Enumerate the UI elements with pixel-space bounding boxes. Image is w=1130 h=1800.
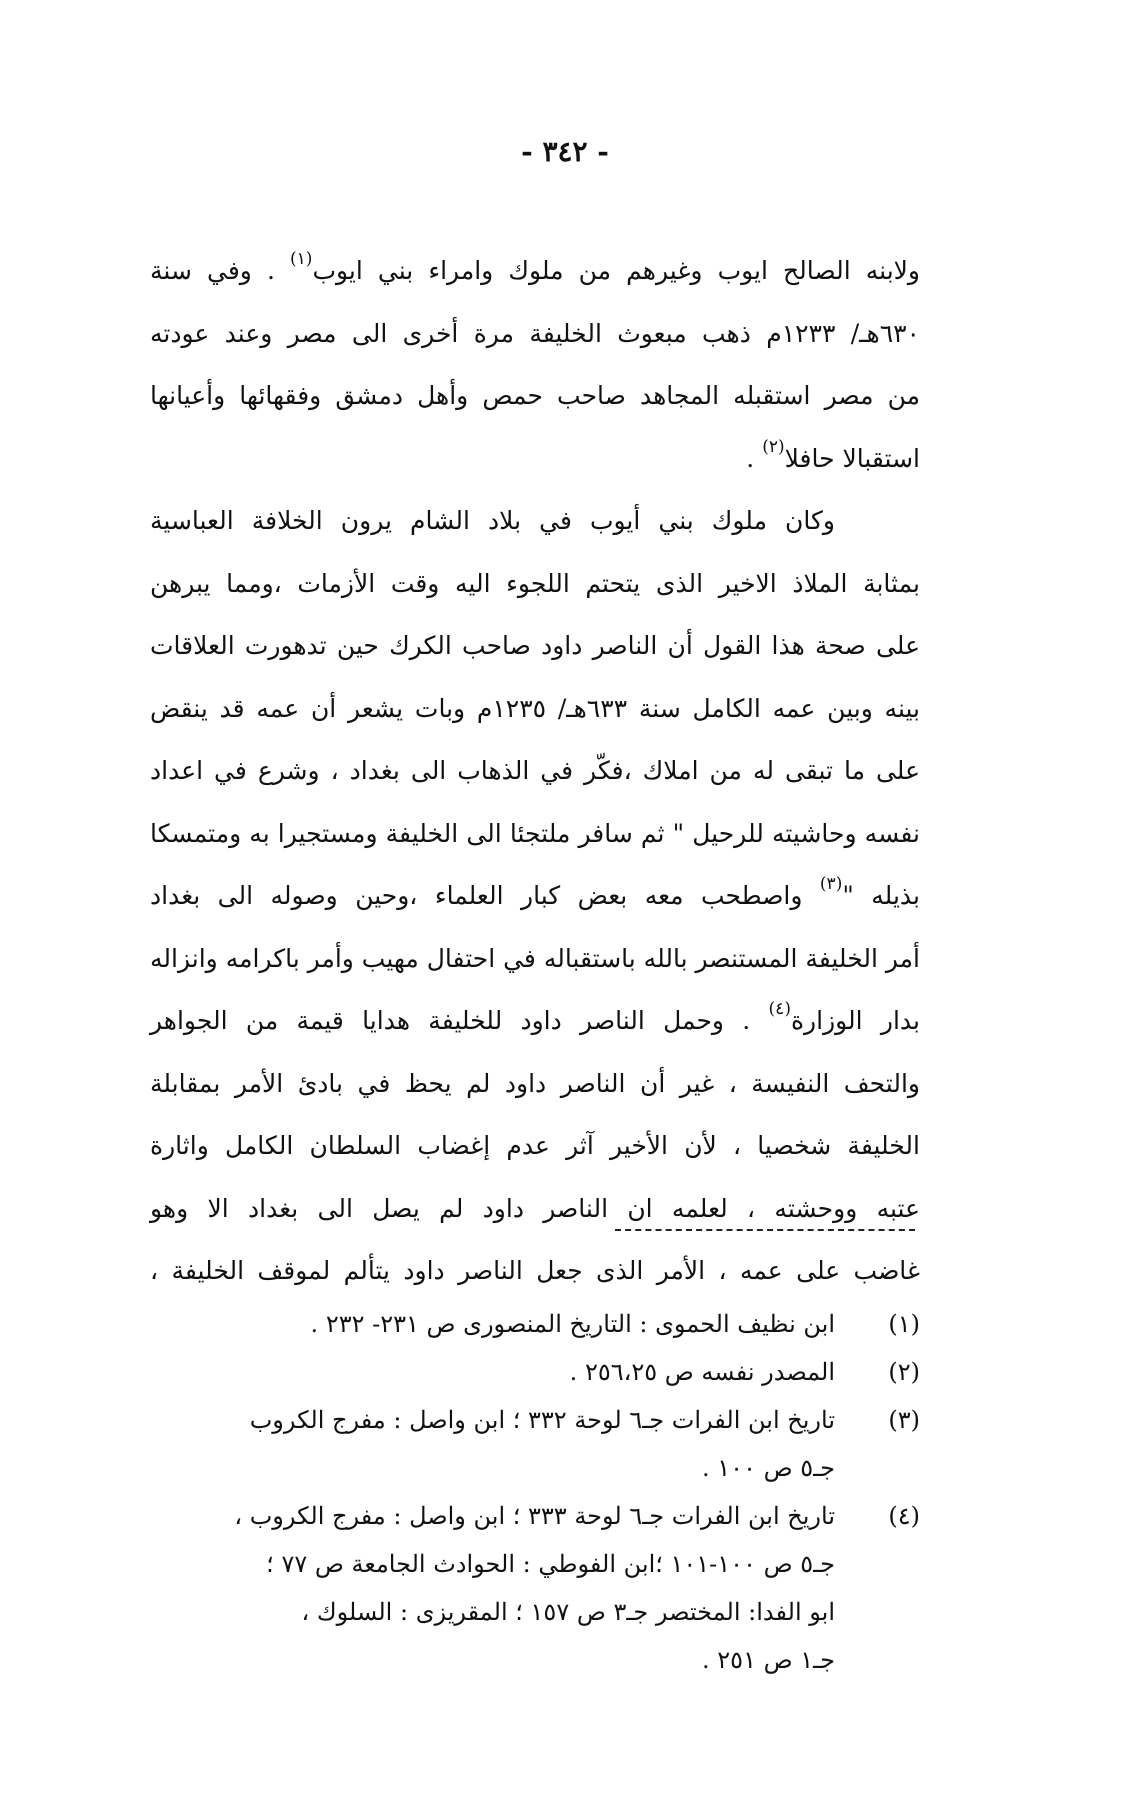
footnote-number: (٢) bbox=[888, 1358, 920, 1386]
footnote-text: ابن نظيف الحموى : التاريخ المنصورى ص ٢٣١- ٢٣٢ . bbox=[310, 1310, 835, 1338]
text-line: على ما تبقى له من املاك ،فكّر في الذهاب الى بغداد ، وشرع في اعداد bbox=[150, 756, 920, 785]
text-line: من مصر استقبله المجاهد صاحب حمص وأهل دمشق وفقهائها وأعيانها bbox=[150, 381, 920, 410]
footnote bbox=[150, 1492, 920, 1540]
footnote-text: تاريخ ابن الفرات جـ٦ لوحة ٣٣٣ ؛ ابن واصل : مفرج الكروب ، bbox=[234, 1502, 835, 1530]
footnote-text: جـ٥ ص ١٠٠ . bbox=[702, 1454, 835, 1482]
text-line: ٦٣٠هـ/ ١٢٣٣م ذهب مبعوث الخليفة مرة أخرى الى مصر وعند عودته bbox=[150, 318, 920, 348]
footnote-number: (٣) bbox=[888, 1406, 920, 1434]
text-line: غاضب على عمه ، الأمر الذى جعل الناصر داود يتألم لموقف الخليفة ، bbox=[150, 1256, 920, 1285]
text-line: عتبه ووحشته ، لعلمه ان الناصر داود لم يصل الى بغداد الا وهو bbox=[150, 1193, 920, 1223]
footnotes bbox=[150, 1300, 920, 1684]
text-line: بمثابة الملاذ الاخير الذى يتحتم اللجوء اليه وقت الأزمات ،ومما يبرهن bbox=[150, 568, 920, 598]
text-line: ولابنه الصالح ايوب وغيرهم من ملوك وامراء بني ايوب$^{(١)}$ . وفي سنة bbox=[150, 249, 920, 285]
footnote-ref: (٤) bbox=[768, 999, 791, 1019]
footnote-text: ابو الفدا: المختصر جـ٣ ص ١٥٧ ؛ المقريزى : السلوك ، bbox=[301, 1598, 835, 1626]
footnote-number: (٤) bbox=[888, 1502, 920, 1530]
text-line: استقبالا حافلا$^{(٢)}$ . bbox=[746, 436, 920, 473]
footnote bbox=[150, 1300, 920, 1348]
footnote-continuation bbox=[150, 1588, 920, 1636]
text-line: على صحة هذا القول أن الناصر داود صاحب الكرك حين تدهورت العلاقات bbox=[150, 631, 920, 660]
footnote-ref: (٣) bbox=[819, 874, 843, 894]
text-line: نفسه وحاشيته للرحيل " ثم سافر ملتجئا الى الخليفة ومستجيرا به ومتمسكا bbox=[150, 818, 920, 848]
body-text bbox=[150, 240, 920, 1303]
footnote-text: المصدر نفسه ص ٢٥٦،٢٥ . bbox=[569, 1358, 835, 1386]
text-line: والتحف النفيسة ، غير أن الناصر داود لم يحظ في بادئ الأمر بمقابلة bbox=[150, 1068, 920, 1098]
text-line: بذيله "$^{(٣)}$ واصطحب معه بعض كبار العلماء ،وحين وصوله الى بغداد bbox=[150, 874, 920, 910]
text-line: بينه وبين عمه الكامل سنة ٦٣٣هـ/ ١٢٣٥م وبات يشعر أن عمه قد ينقض bbox=[150, 693, 920, 723]
text-line: الخليفة شخصيا ، لأن الأخير آثر عدم إغضاب السلطان الكامل واثارة bbox=[150, 1131, 920, 1160]
footnote-continuation bbox=[150, 1636, 920, 1684]
text-line: وكان ملوك بني أيوب في بلاد الشام يرون الخلافة العباسية bbox=[150, 506, 835, 535]
page-number: - ٣٤٢ - bbox=[521, 135, 609, 168]
footnote-continuation bbox=[150, 1540, 920, 1588]
footnote-text: تاريخ ابن الفرات جـ٦ لوحة ٣٣٢ ؛ ابن واصل : مفرج الكروب bbox=[249, 1406, 835, 1434]
footnote-separator bbox=[615, 1229, 915, 1231]
footnote-text: جـ١ ص ٢٥١ . bbox=[702, 1646, 835, 1674]
text-line: بدار الوزارة$^{(٤)}$ . وحمل الناصر داود للخليفة هدايا قيمة من الجواهر bbox=[150, 999, 921, 1035]
footnote-continuation bbox=[150, 1444, 920, 1492]
footnote-ref: (٢) bbox=[762, 436, 785, 457]
footnote bbox=[150, 1348, 920, 1396]
text-line: أمر الخليفة المستنصر بالله باستقباله في احتفال مهيب وأمر باكرامه وانزاله bbox=[150, 943, 920, 973]
footnote bbox=[150, 1396, 920, 1444]
footnote-number: (١) bbox=[888, 1310, 920, 1338]
footnote-text: جـ٥ ص ١٠٠-١٠١ ؛ابن الفوطي : الحوادث الجامعة ص ٧٧ ؛ bbox=[266, 1550, 835, 1578]
footnote-ref: (١) bbox=[290, 249, 313, 269]
